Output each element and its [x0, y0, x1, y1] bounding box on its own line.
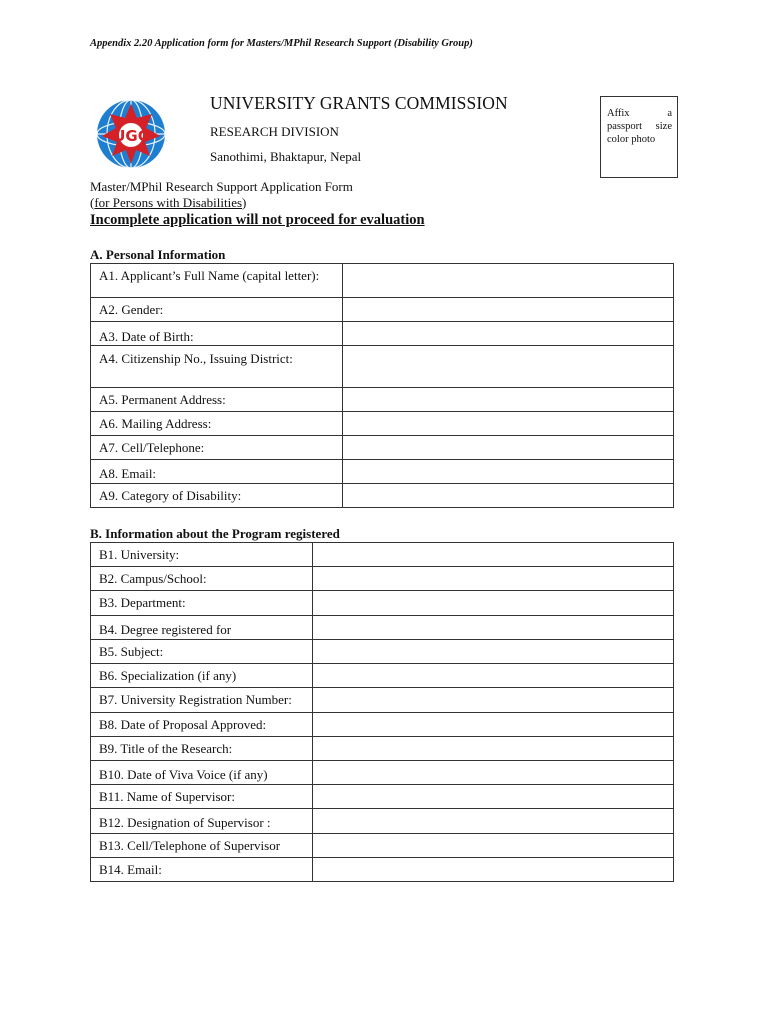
field-label: B6. Specialization (if any) [91, 664, 313, 688]
table-row [91, 460, 674, 484]
table-row [91, 322, 674, 346]
table-row [91, 346, 674, 388]
table-row [91, 664, 674, 688]
field-label: A4. Citizenship No., Issuing District: [91, 346, 343, 388]
table-row [91, 543, 674, 567]
logo-letters: UGC [113, 127, 149, 145]
table-row [91, 484, 674, 508]
supervisor-designation-input[interactable] [312, 809, 673, 834]
supervisor-telephone-input[interactable] [312, 834, 673, 858]
department-input[interactable] [312, 591, 673, 616]
program-info-table [90, 542, 674, 882]
field-label: B4. Degree registered for [91, 616, 313, 640]
campus-input[interactable] [312, 567, 673, 591]
field-label: A9. Category of Disability: [91, 484, 343, 508]
field-label: B1. University: [91, 543, 313, 567]
email-input[interactable] [342, 460, 673, 484]
registration-number-input[interactable] [312, 688, 673, 713]
table-row [91, 298, 674, 322]
table-row [91, 761, 674, 785]
section-a-heading: A. Personal Information [90, 247, 226, 262]
supervisor-name-input[interactable] [312, 785, 673, 809]
table-row [91, 737, 674, 761]
table-row [91, 412, 674, 436]
photo-placeholder [600, 96, 678, 178]
specialization-input[interactable] [312, 664, 673, 688]
disability-category-input[interactable] [342, 484, 673, 508]
subject-input[interactable] [312, 640, 673, 664]
field-label: B3. Department: [91, 591, 313, 616]
gender-input[interactable] [342, 298, 673, 322]
table-row [91, 640, 674, 664]
organization-title: UNIVERSITY GRANTS COMMISSION [210, 93, 508, 113]
field-label: B9. Title of the Research: [91, 737, 313, 761]
date-of-birth-input[interactable] [342, 322, 673, 346]
field-label: B10. Date of Viva Voice (if any) [91, 761, 313, 785]
organization-division: RESEARCH DIVISION [210, 124, 339, 139]
table-row [91, 809, 674, 834]
university-input[interactable] [312, 543, 673, 567]
supervisor-email-input[interactable] [312, 858, 673, 882]
table-row [91, 688, 674, 713]
table-row [91, 713, 674, 737]
incomplete-warning: Incomplete application will not proceed for evaluation [90, 212, 425, 228]
viva-date-input[interactable] [312, 761, 673, 785]
table-row [91, 834, 674, 858]
table-row [91, 388, 674, 412]
appendix-caption: Appendix 2.20 Application form for Masters/MPhil Research Support (Disability Group) [90, 38, 473, 49]
field-label: B12. Designation of Supervisor : [91, 809, 313, 834]
field-label: A7. Cell/Telephone: [91, 436, 343, 460]
field-label: B5. Subject: [91, 640, 313, 664]
field-label: B13. Cell/Telephone of Supervisor [91, 834, 313, 858]
organization-address: Sanothimi, Bhaktapur, Nepal [210, 149, 362, 164]
field-label: A5. Permanent Address: [91, 388, 343, 412]
field-label: A1. Applicant’s Full Name (capital letter): [91, 264, 343, 298]
form-subtitle: (for Persons with Disabilities) [90, 195, 247, 210]
personal-info-table [90, 263, 674, 508]
table-row [91, 858, 674, 882]
field-label: A6. Mailing Address: [91, 412, 343, 436]
table-row [91, 616, 674, 640]
field-label: B2. Campus/School: [91, 567, 313, 591]
form-title: Master/MPhil Research Support Application Form [90, 179, 353, 194]
research-title-input[interactable] [312, 737, 673, 761]
table-row [91, 785, 674, 809]
field-label: B14. Email: [91, 858, 313, 882]
field-label: B7. University Registration Number: [91, 688, 313, 713]
table-row [91, 591, 674, 616]
degree-input[interactable] [312, 616, 673, 640]
table-row [91, 264, 674, 298]
citizenship-input[interactable] [342, 346, 673, 388]
field-label: A3. Date of Birth: [91, 322, 343, 346]
table-row [91, 567, 674, 591]
ugc-logo [96, 98, 166, 170]
field-label: A2. Gender: [91, 298, 343, 322]
section-b-heading: B. Information about the Program registered [90, 526, 340, 541]
telephone-input[interactable] [342, 436, 673, 460]
full-name-input[interactable] [342, 264, 673, 298]
field-label: B11. Name of Supervisor: [91, 785, 313, 809]
photo-instruction: Affix a passport size color photo [607, 108, 672, 145]
permanent-address-input[interactable] [342, 388, 673, 412]
form-subtitle-text: for Persons with Disabilities [94, 195, 243, 210]
field-label: B8. Date of Proposal Approved: [91, 713, 313, 737]
mailing-address-input[interactable] [342, 412, 673, 436]
field-label: A8. Email: [91, 460, 343, 484]
table-row [91, 436, 674, 460]
proposal-date-input[interactable] [312, 713, 673, 737]
